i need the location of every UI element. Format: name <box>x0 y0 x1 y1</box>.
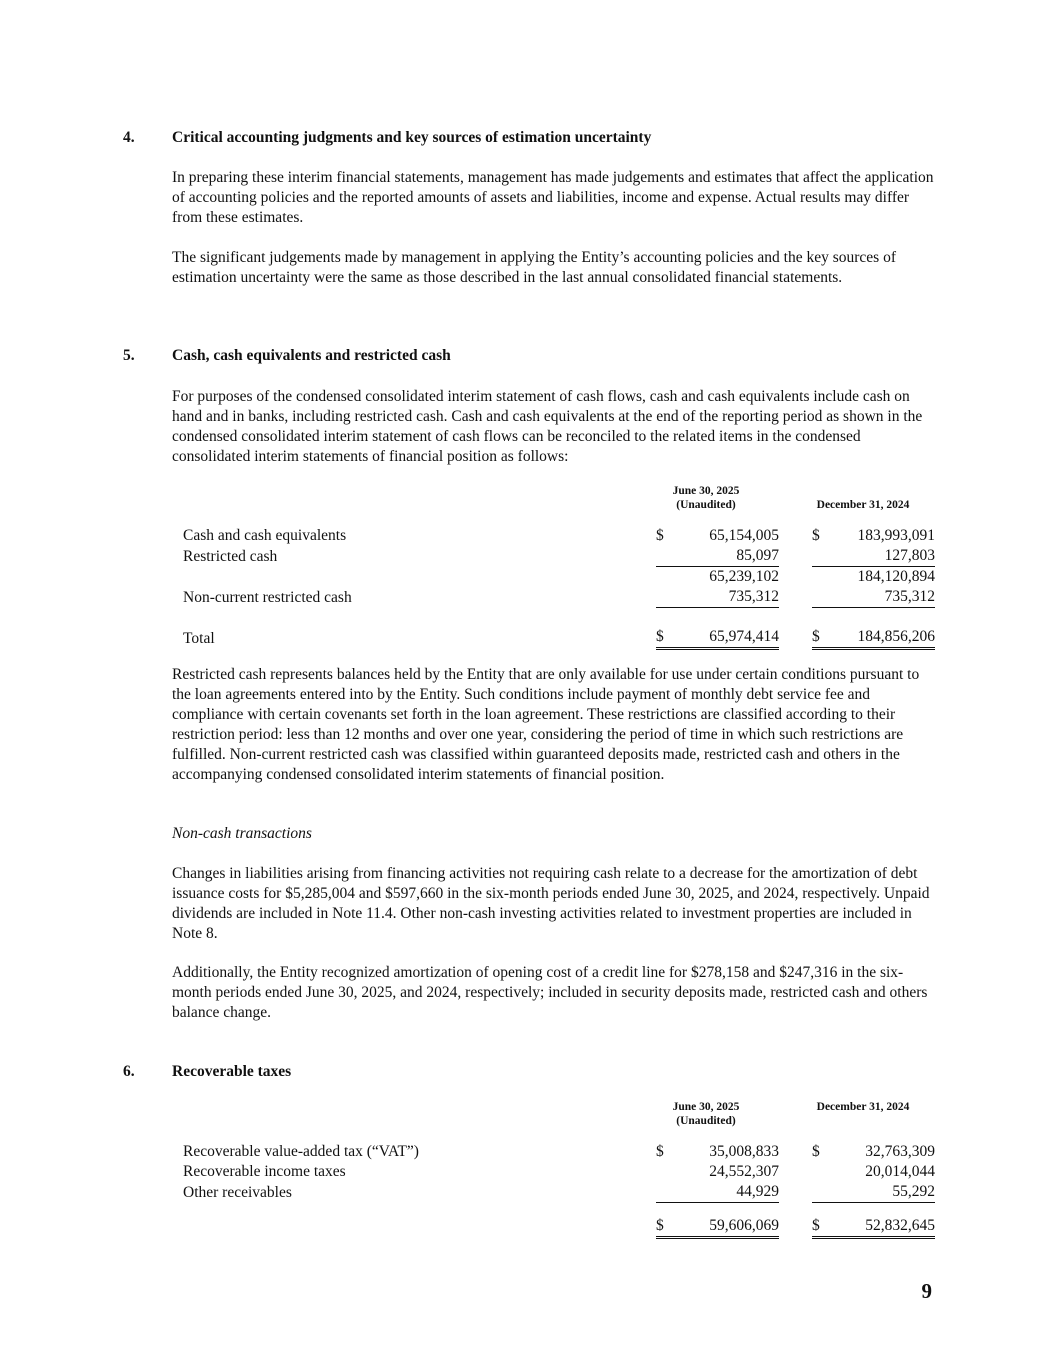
table-row <box>172 546 935 567</box>
section-5-paragraph-2: Restricted cash represents balances held by the Entity that are only available for use under certain conditions pursuant to the loan agreements entered into by the Entity. Such conditions include payment of monthly debt service fee and compliance with certain covenants set forth in the loan agreement. These restrictions are classified according to their restriction period: less than 12 months and over one year, considering the period of time in which such restrictions are fulfilled. Non-current restricted cash was classified within guaranteed deposits made, restricted cash and others in the accompanying condensed consolidated interim statements of financial position. <box>172 666 920 783</box>
row-label: Recoverable value-added tax (“VAT”) <box>183 1143 419 1160</box>
section-6-number: 6. <box>123 1063 135 1080</box>
amount-dec-2024: 184,120,894 <box>857 568 935 585</box>
amount-dec-2024: 52,832,645 <box>832 1216 935 1238</box>
amount-dec-2024: 32,763,309 <box>865 1143 935 1160</box>
amount-june-2025: 24,552,307 <box>709 1163 779 1180</box>
amount-june-2025: 59,606,069 <box>676 1216 779 1238</box>
table-spacer-row <box>172 1203 935 1217</box>
row-label: Other receivables <box>183 1183 292 1201</box>
tax-table-col1-note: (Unaudited) <box>676 1115 736 1127</box>
table-row <box>172 587 935 608</box>
amount-dec-2024: 55,292 <box>832 1182 935 1203</box>
section-4-number: 4. <box>123 129 135 146</box>
amount-june-2025: 65,239,102 <box>709 568 779 585</box>
amount-june-2025: 85,097 <box>676 546 779 567</box>
table-spacer-row <box>172 608 935 628</box>
section-6-title: Recoverable taxes <box>172 1063 292 1080</box>
section-4-title: Critical accounting judgments and key sources of estimation uncertainty <box>172 129 652 146</box>
section-5-paragraph-4: Additionally, the Entity recognized amortization of opening cost of a credit line for $278,158 and $247,316 in the six-month periods ended June 30, 2025, and 2024, respectively; included in security deposits made, restricted cash and others balance change. <box>172 964 928 1021</box>
tax-table-col1-header <box>644 1100 768 1128</box>
amount-june-2025: 65,974,414 <box>676 627 779 649</box>
currency-symbol: $ <box>656 1216 676 1238</box>
cash-reconciliation-table <box>172 526 935 650</box>
row-label: Cash and cash equivalents <box>183 527 347 544</box>
currency-symbol: $ <box>812 527 820 544</box>
section-5-title: Cash, cash equivalents and restricted cash <box>172 347 451 364</box>
section-4-paragraph-1: In preparing these interim financial statements, management has made judgements and estimates that affect the application of accounting policies and the reported amounts of assets and liabilities, income and expense. Actual results may differ from these estimates. <box>172 169 934 226</box>
amount-dec-2024: 20,014,044 <box>865 1163 935 1180</box>
tax-table-col2-header: December 31, 2024 <box>816 1101 910 1113</box>
table-row <box>172 1182 935 1203</box>
amount-dec-2024: 127,803 <box>832 546 935 567</box>
table-row <box>172 1162 935 1182</box>
section-4-heading <box>123 128 651 148</box>
table-row <box>172 526 935 546</box>
section-5-heading <box>123 346 451 366</box>
recoverable-taxes-table <box>172 1142 935 1239</box>
tax-table-col1-date: June 30, 2025 <box>672 1101 740 1113</box>
section-5-paragraph-3: Changes in liabilities arising from financing activities not requiring cash relate to a decrease for the amortization of debt issuance costs for $5,285,004 and $597,660 in the six-month periods ended June 30, 2025, and 2024, respectively. Unpaid dividends are included in Note 11.4. Other non-cash investing activities related to investment properties are included in Note 8. <box>172 865 930 942</box>
cash-table-col2-header: December 31, 2024 <box>816 499 910 511</box>
amount-june-2025: 44,929 <box>676 1182 779 1203</box>
section-5-subheading: Non-cash transactions <box>172 825 312 842</box>
row-label: Total <box>183 629 215 647</box>
cash-table-col1-header <box>644 484 768 512</box>
amount-dec-2024: 735,312 <box>832 587 935 608</box>
currency-symbol: $ <box>656 627 676 649</box>
table-row-total <box>172 627 935 649</box>
amount-june-2025: 65,154,005 <box>709 527 779 544</box>
amount-june-2025: 735,312 <box>676 587 779 608</box>
row-label <box>172 1216 656 1238</box>
page-number: 9 <box>921 1279 932 1303</box>
row-label: Recoverable income taxes <box>183 1163 346 1180</box>
row-label: Non-current restricted cash <box>183 588 352 606</box>
cash-table-col1-date: June 30, 2025 <box>672 485 740 497</box>
table-row-total <box>172 1216 935 1238</box>
currency-symbol: $ <box>656 1143 664 1160</box>
currency-symbol: $ <box>812 627 832 649</box>
currency-symbol: $ <box>812 1143 820 1160</box>
cash-table-col1-note: (Unaudited) <box>676 499 736 511</box>
currency-symbol: $ <box>656 527 664 544</box>
section-4-paragraph-2: The significant judgements made by management in applying the Entity’s accounting policies and the key sources of estimation uncertainty were the same as those described in the last annual consolidated financial statements. <box>172 249 897 286</box>
table-row <box>172 1142 935 1162</box>
currency-symbol: $ <box>812 1216 832 1238</box>
section-5-paragraph-1: For purposes of the condensed consolidated interim statement of cash flows, cash and cash equivalents include cash on hand and in banks, including restricted cash. Cash and cash equivalents at the end of the reporting period as shown in the condensed consolidated interim statement of cash flows can be reconciled to the related items in the condensed consolidated interim statements of financial position as follows: <box>172 388 923 465</box>
row-label: Restricted cash <box>183 547 278 565</box>
section-5-number: 5. <box>123 347 135 364</box>
amount-dec-2024: 183,993,091 <box>857 527 935 544</box>
table-row <box>172 567 935 588</box>
amount-june-2025: 35,008,833 <box>709 1143 779 1160</box>
section-6-heading <box>123 1062 291 1082</box>
row-label <box>172 567 656 588</box>
amount-dec-2024: 184,856,206 <box>832 627 935 649</box>
